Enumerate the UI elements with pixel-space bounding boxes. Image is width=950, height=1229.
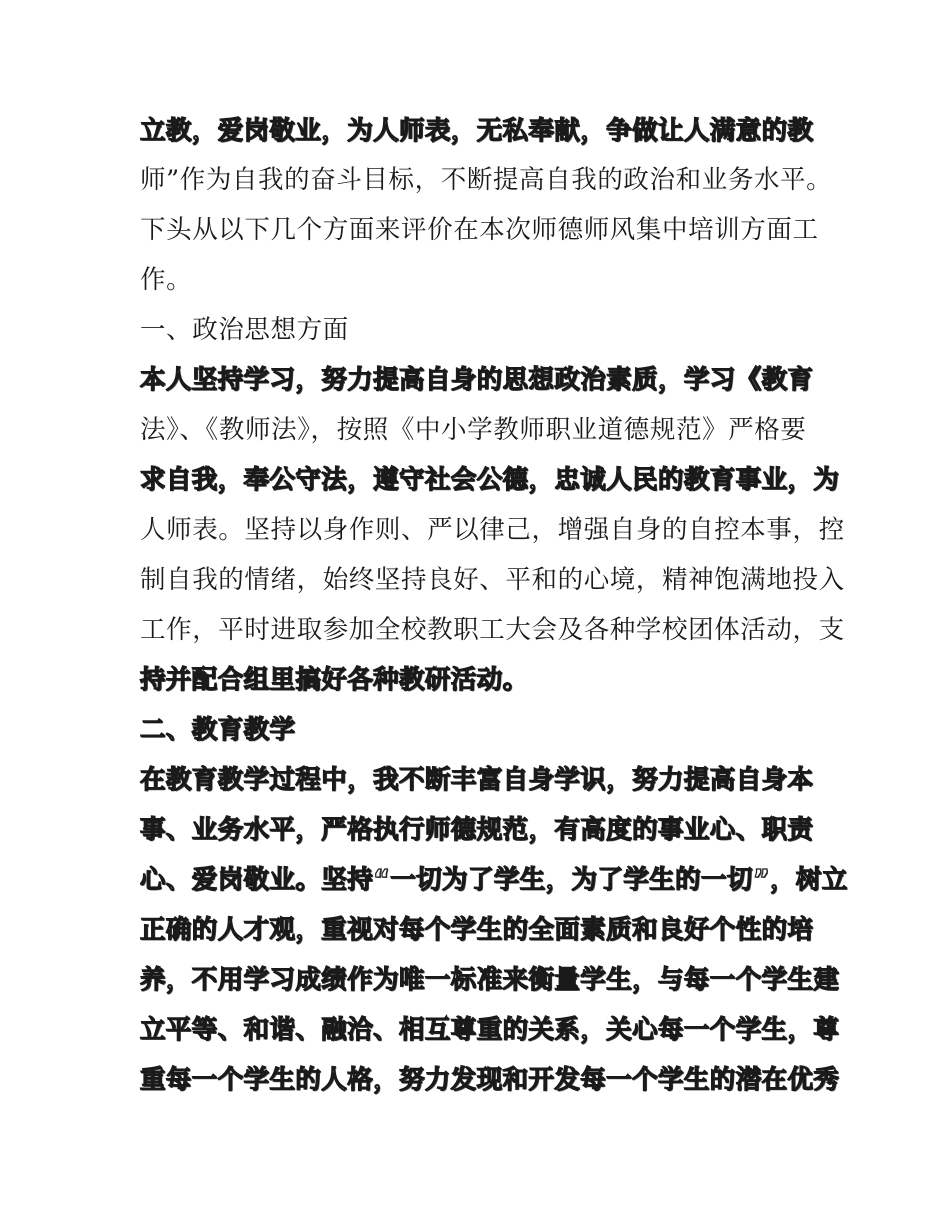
section-heading: 一、政治思想方面 bbox=[140, 315, 349, 345]
text-line: 下头从以下几个方面来评价在本次师德师风集中培训方面工 bbox=[140, 215, 819, 245]
text-line: 事、业务水平，严格执行师德规范，有高度的事业心、职责 bbox=[140, 815, 814, 845]
text-line: 师”作为自我的奋斗目标，不断提高自我的政治和业务水平。 bbox=[140, 165, 833, 195]
text-line: 求自我，奉公守法，遵守社会公德，忠诚人民的教育事业，为 bbox=[140, 465, 840, 495]
text-line: 立平等、和谐、融洽、相互尊重的关系，关心每一个学生，尊 bbox=[140, 1015, 840, 1045]
text-line: 正确的人才观，重视对每个学生的全面素质和良好个性的培 bbox=[140, 915, 814, 945]
text-line: 养，不用学习成绩作为唯一标准来衡量学生，与每一个学生建 bbox=[140, 965, 840, 995]
text-line: 工作，平时进取参加全校教职工大会及各种学校团体活动，支 bbox=[140, 615, 845, 645]
section-heading: 二、教育教学 bbox=[140, 715, 296, 745]
text-line: 在教育教学过程中，我不断丰富自身学识，努力提高自身本 bbox=[140, 765, 814, 795]
text-line: 立教，爱岗敬业，为人师表，无私奉献，争做让人满意的教 bbox=[140, 116, 814, 146]
text-line: 法》、《教师法》，按照《中小学教师职业道德规范》严格要 bbox=[140, 415, 807, 445]
text-line: 持并配合组里搞好各种教研活动。 bbox=[140, 665, 529, 695]
text-line: 制自我的情绪，始终坚持良好、平和的心境，精神饱满地投入 bbox=[140, 565, 845, 595]
text-line: 作。 bbox=[140, 265, 193, 295]
text-line: 心、爱岗敬业。坚持“一切为了学生，为了学生的一切”，树立 bbox=[140, 865, 848, 895]
text-line: 本人坚持学习，努力提高自身的思想政治素质，学习《教育 bbox=[140, 365, 814, 395]
text-line: 重每一个学生的人格，努力发现和开发每一个学生的潜在优秀 bbox=[140, 1065, 840, 1095]
text-line: 人师表。坚持以身作则、严以律己，增强自身的自控本事，控 bbox=[140, 515, 845, 545]
